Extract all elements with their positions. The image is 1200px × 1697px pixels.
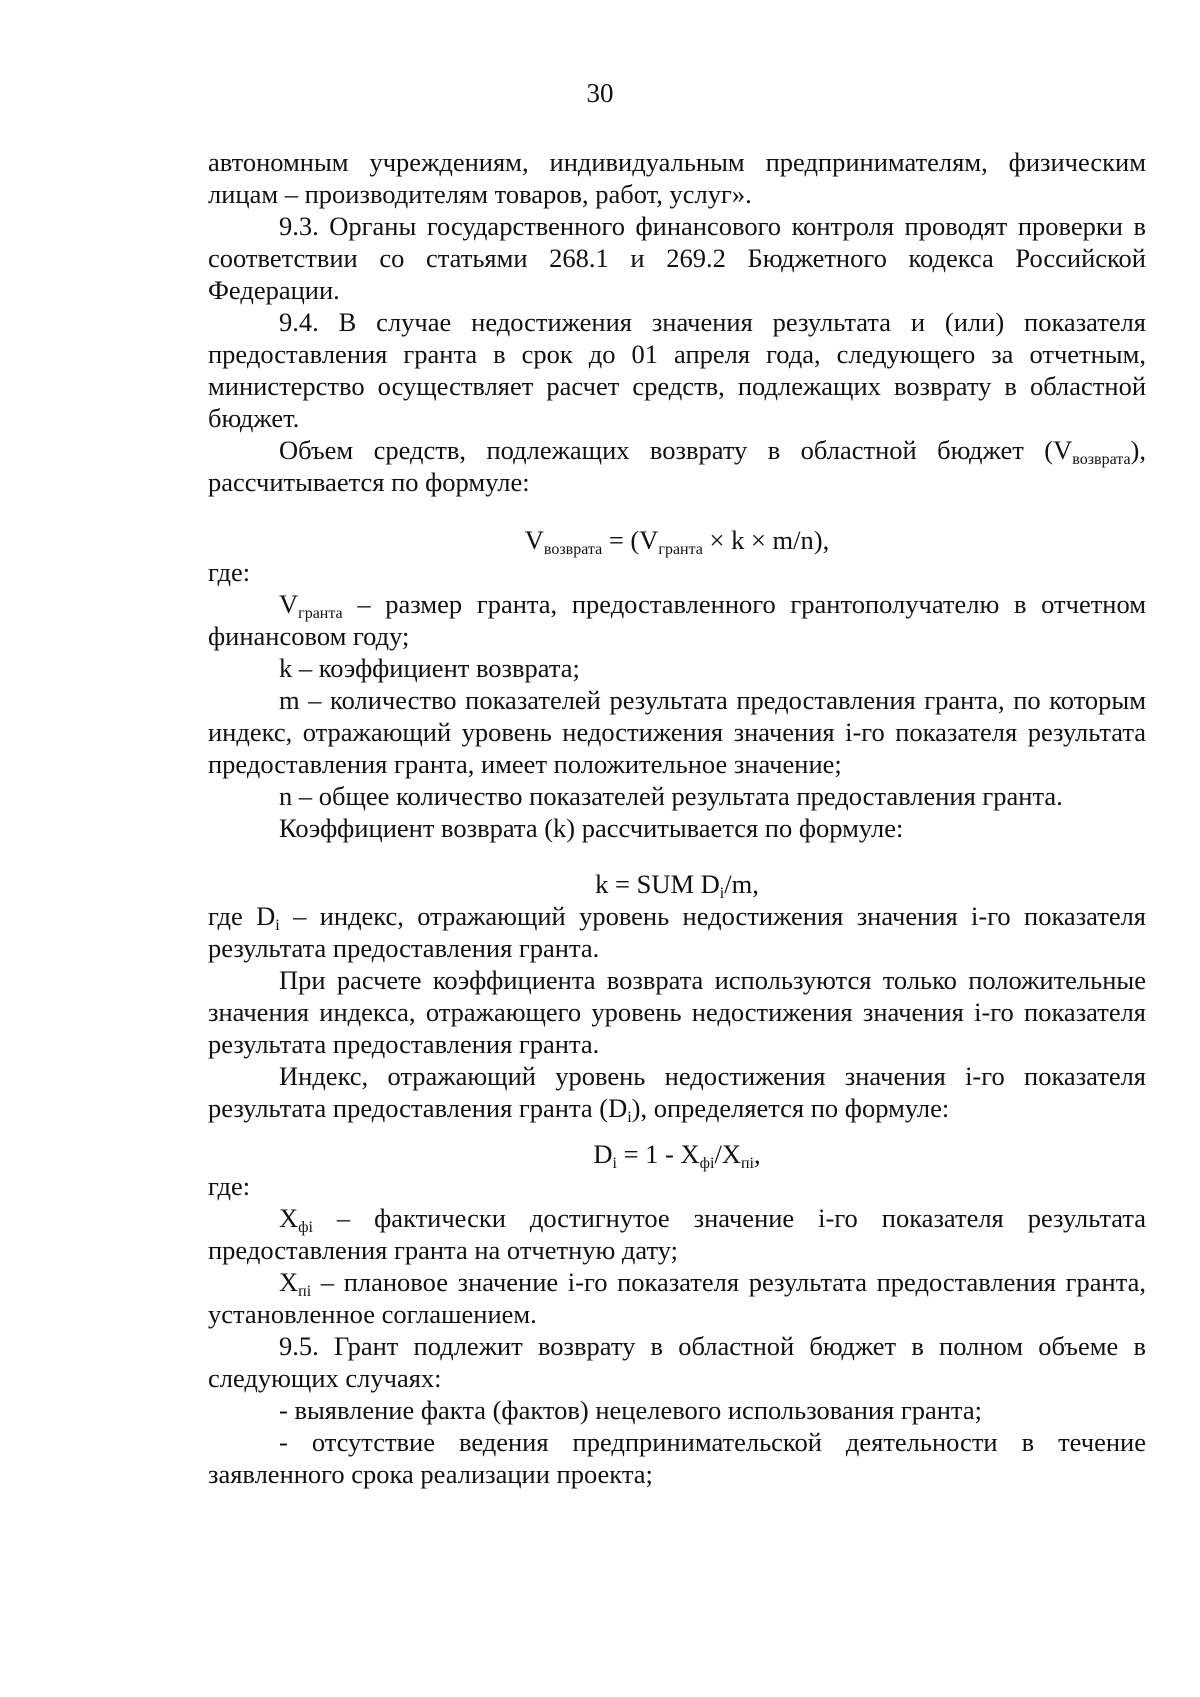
formula-k: k = SUM $D_i/m$, (595, 869, 759, 902)
paragraph-volume-intro: Объем средств, подлежащих возврату в областной бюджет $(V_{возврата})$, рассчитывается по формуле: (208, 435, 1146, 497)
document-body (208, 146, 1146, 1490)
definition-d: где $D_i$ – индекс, отражающий уровень недостижения значения i-го показателя результата предоставления гранта. (208, 901, 1146, 963)
page-number: 30 (586, 78, 614, 108)
paragraph-9-5: 9.5. Грант подлежит возврату в областной бюджет в полном объеме в следующих случаях: (208, 1331, 1146, 1393)
definition-n: n – общее количество показателей результата предоставления гранта. (279, 781, 1063, 811)
paragraph-9-3: 9.3. Органы государственного финансового контроля проводят проверки в соответствии со статьями 268.1 и 269.2 Бюджетного кодекса Российской Федерации. (208, 211, 1146, 305)
definition-x-fact: $X_{фi}$ – фактически достигнутое значение i-го показателя результата предоставления гранта на отчетную дату; (208, 1203, 1146, 1265)
paragraph-9-4: 9.4. В случае недостижения значения результата и (или) показателя предоставления гранта в срок до 01 апреля года, следующего за отчетным, министерство осуществляет расчет средств, подлежащих возврату в областной бюджет. (208, 307, 1146, 433)
definition-k: k – коэффициент возврата; (279, 653, 580, 683)
paragraph-continuation: автономным учреждениям, индивидуальным предпринимателям, физическим лицам – производителям товаров, работ, услуг». (208, 147, 1146, 209)
definition-x-plan: $X_{пi}$ – плановое значение i-го показателя результата предоставления гранта, установленное соглашением. (208, 1267, 1146, 1329)
list-item: - выявление факта (фактов) нецелевого использования гранта; (279, 1395, 982, 1425)
paragraph-index-intro: Индекс, отражающий уровень недостижения значения i-го показателя результата предоставления гранта $(D_i)$, определяется по формуле: (208, 1061, 1146, 1126)
where-label: где: (208, 557, 251, 587)
formula-v-return: $V_{возврата} = (V_{гранта} \times k \times m/n)$, (524, 525, 830, 558)
paragraph-k-intro: Коэффициент возврата (k) рассчитывается по формуле: (279, 813, 904, 843)
list-item: - отсутствие ведения предпринимательской деятельности в течение заявленного срока реализации проекта; (208, 1427, 1146, 1489)
paragraph-calc-note: При расчете коэффициента возврата используются только положительные значения индекса, отражающего уровень недостижения значения i-го показателя результата предоставления гранта. (208, 965, 1146, 1059)
formula-d: $D_i = 1 - X_{фi}/X_{пi}$, (593, 1139, 761, 1172)
where-label-2: где: (208, 1171, 251, 1201)
definition-m: m – количество показателей результата предоставления гранта, по которым индекс, отражающий уровень недостижения значения i-го показателя результата предоставления гранта, имеет положительное значение; (208, 685, 1146, 779)
definition-v-grant: $V_{гранта}$ – размер гранта, предоставленного грантополучателю в отчетном финансовом году; (208, 589, 1146, 651)
